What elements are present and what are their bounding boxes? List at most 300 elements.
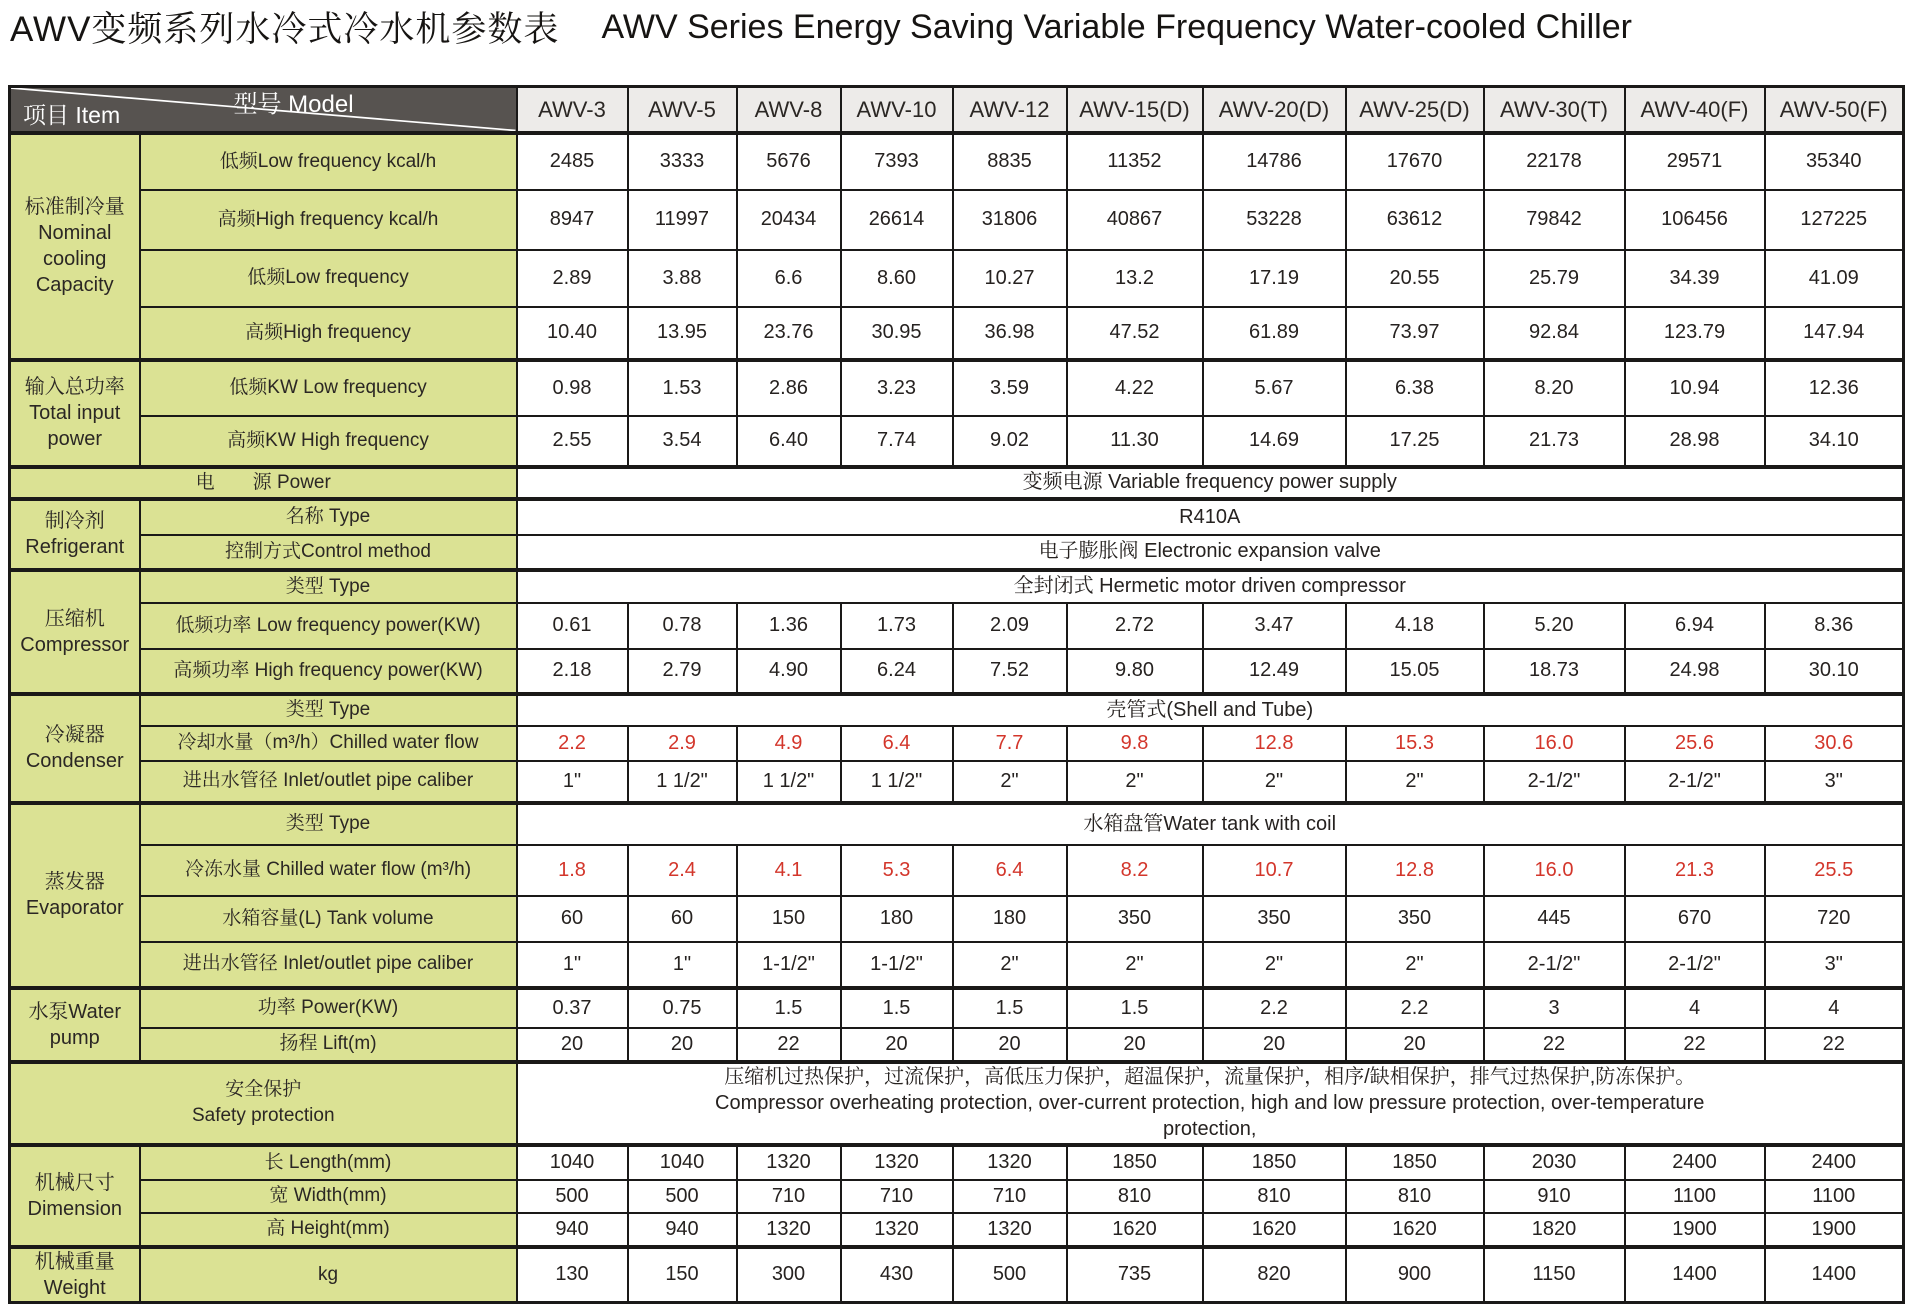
- spec-table: [8, 85, 1905, 1304]
- value-cell: 3": [1765, 942, 1904, 988]
- value-cell: 1 1/2": [737, 761, 841, 803]
- model-column-header: AWV-50(F): [1765, 87, 1904, 133]
- value-cell: 2.18: [517, 649, 628, 694]
- value-cell: 1": [517, 942, 628, 988]
- value-cell: 1320: [841, 1213, 953, 1247]
- value-cell: 25.5: [1765, 845, 1904, 896]
- value-cell: 3.54: [628, 416, 737, 467]
- value-cell: 6.4: [841, 726, 953, 761]
- text-line: 制冷剂: [44, 510, 105, 532]
- value-cell: 26614: [841, 190, 953, 250]
- group-label-cell: [10, 570, 140, 694]
- value-cell: 9.8: [1067, 726, 1203, 761]
- value-cell: 29571: [1625, 133, 1765, 190]
- value-cell: 18.73: [1484, 649, 1625, 694]
- title-chinese: AWV变频系列水冷式冷水机参数表: [10, 10, 560, 49]
- table-row: [10, 845, 1904, 896]
- merged-value-cell: [517, 1062, 1904, 1145]
- table-row: [10, 467, 1904, 499]
- model-column-header: AWV-12: [953, 87, 1067, 133]
- table-row: [10, 761, 1904, 803]
- value-cell: 1320: [841, 1145, 953, 1180]
- value-cell: 25.79: [1484, 250, 1625, 307]
- row-label-cell: 进出水管径 Inlet/outlet pipe caliber: [140, 942, 517, 988]
- value-cell: 11352: [1067, 133, 1203, 190]
- value-cell: 820: [1203, 1247, 1346, 1303]
- corner-header-cell: [10, 87, 517, 133]
- value-cell: 30.6: [1765, 726, 1904, 761]
- value-cell: 47.52: [1067, 307, 1203, 360]
- model-column-header: AWV-5: [628, 87, 737, 133]
- value-cell: 4.22: [1067, 360, 1203, 416]
- row-label-cell: 高频KW High frequency: [140, 416, 517, 467]
- value-cell: 30.10: [1765, 649, 1904, 694]
- value-cell: 2": [1346, 761, 1484, 803]
- value-cell: 2": [1203, 942, 1346, 988]
- table-row: [10, 499, 1904, 535]
- value-cell: 23.76: [737, 307, 841, 360]
- value-cell: 61.89: [1203, 307, 1346, 360]
- merged-value-cell: 电子膨胀阀 Electronic expansion valve: [517, 535, 1904, 570]
- row-label-cell: 控制方式Control method: [140, 535, 517, 570]
- text-line: 安全保护: [225, 1079, 302, 1101]
- value-cell: 13.95: [628, 307, 737, 360]
- value-cell: 500: [517, 1180, 628, 1213]
- row-label-cell: 功率 Power(KW): [140, 988, 517, 1028]
- value-cell: 2": [1067, 942, 1203, 988]
- value-cell: 20: [517, 1028, 628, 1062]
- value-cell: 12.49: [1203, 649, 1346, 694]
- text-line: Capacity: [35, 274, 114, 296]
- row-label-cell: 冷却水量（m³/h）Chilled water flow: [140, 726, 517, 761]
- value-cell: 445: [1484, 896, 1625, 942]
- value-cell: 910: [1484, 1180, 1625, 1213]
- text-line: 压缩机: [44, 607, 105, 630]
- table-row: [10, 1180, 1904, 1213]
- value-cell: 500: [953, 1247, 1067, 1303]
- row-label-cell: 宽 Width(mm): [140, 1180, 517, 1213]
- model-column-header: AWV-40(F): [1625, 87, 1765, 133]
- value-cell: 6.38: [1346, 360, 1484, 416]
- item-axis-label: 项目 Item: [23, 102, 121, 129]
- row-label-cell: 高频High frequency kcal/h: [140, 190, 517, 250]
- value-cell: 1320: [953, 1145, 1067, 1180]
- value-cell: 3": [1765, 761, 1904, 803]
- text-line: Evaporator: [25, 897, 124, 919]
- value-cell: 350: [1346, 896, 1484, 942]
- value-cell: 10.94: [1625, 360, 1765, 416]
- value-cell: 940: [517, 1213, 628, 1247]
- value-cell: 20: [1346, 1028, 1484, 1062]
- value-cell: 9.80: [1067, 649, 1203, 694]
- value-cell: 4: [1625, 988, 1765, 1028]
- value-cell: 2.2: [517, 726, 628, 761]
- value-cell: 2-1/2": [1625, 942, 1765, 988]
- text-line: Compressor: [20, 633, 130, 656]
- table-row: [10, 307, 1904, 360]
- value-cell: 6.40: [737, 416, 841, 467]
- value-cell: 79842: [1484, 190, 1625, 250]
- value-cell: 16.0: [1484, 845, 1625, 896]
- text-line: Condenser: [25, 750, 124, 772]
- value-cell: 8.20: [1484, 360, 1625, 416]
- model-column-header: AWV-10: [841, 87, 953, 133]
- table-row: [10, 603, 1904, 649]
- value-cell: 13.2: [1067, 250, 1203, 307]
- value-cell: 3.59: [953, 360, 1067, 416]
- group-label-cell: [10, 499, 140, 570]
- row-label-cell: 长 Length(mm): [140, 1145, 517, 1180]
- text-line: Dimension: [27, 1197, 122, 1220]
- merged-value-cell: R410A: [517, 499, 1904, 535]
- value-cell: 1.73: [841, 603, 953, 649]
- value-cell: 73.97: [1346, 307, 1484, 360]
- text-line: power: [47, 428, 102, 450]
- value-cell: 16.0: [1484, 726, 1625, 761]
- group-label-cell: [10, 1247, 140, 1303]
- value-cell: 0.37: [517, 988, 628, 1028]
- value-cell: 2": [953, 942, 1067, 988]
- value-cell: 7.52: [953, 649, 1067, 694]
- text-line: Refrigerant: [25, 536, 125, 558]
- value-cell: 710: [737, 1180, 841, 1213]
- value-cell: 8.60: [841, 250, 953, 307]
- value-cell: 350: [1203, 896, 1346, 942]
- group-label-cell: [10, 133, 140, 360]
- merged-value-cell: 水箱盘管Water tank with coil: [517, 803, 1904, 845]
- model-column-header: AWV-15(D): [1067, 87, 1203, 133]
- value-cell: 810: [1346, 1180, 1484, 1213]
- value-cell: 1": [628, 942, 737, 988]
- model-header-row: [10, 87, 1904, 133]
- value-cell: 20: [953, 1028, 1067, 1062]
- row-label-cell: 进出水管径 Inlet/outlet pipe caliber: [140, 761, 517, 803]
- value-cell: 20434: [737, 190, 841, 250]
- value-cell: 1.5: [1067, 988, 1203, 1028]
- value-cell: 2.55: [517, 416, 628, 467]
- value-cell: 20: [1203, 1028, 1346, 1062]
- model-column-header: AWV-3: [517, 87, 628, 133]
- value-cell: 3.47: [1203, 603, 1346, 649]
- value-cell: 63612: [1346, 190, 1484, 250]
- value-cell: 8835: [953, 133, 1067, 190]
- value-cell: 22: [1625, 1028, 1765, 1062]
- value-cell: 7393: [841, 133, 953, 190]
- model-column-header: AWV-8: [737, 87, 841, 133]
- text-line: Safety protection: [191, 1105, 335, 1126]
- value-cell: 17.25: [1346, 416, 1484, 467]
- text-line: 蒸发器: [44, 871, 105, 893]
- model-axis-label: 型号 Model: [233, 91, 354, 118]
- value-cell: 1.5: [737, 988, 841, 1028]
- merged-value-cell: 壳管式(Shell and Tube): [517, 694, 1904, 726]
- value-cell: 15.3: [1346, 726, 1484, 761]
- table-row: [10, 416, 1904, 467]
- value-cell: 1": [517, 761, 628, 803]
- value-cell: 180: [841, 896, 953, 942]
- value-cell: 180: [953, 896, 1067, 942]
- value-cell: 11.30: [1067, 416, 1203, 467]
- value-cell: 4.9: [737, 726, 841, 761]
- value-cell: 2.2: [1203, 988, 1346, 1028]
- value-cell: 2.89: [517, 250, 628, 307]
- table-row: [10, 360, 1904, 416]
- value-cell: 1620: [1203, 1213, 1346, 1247]
- row-label-cell: 名称 Type: [140, 499, 517, 535]
- value-cell: 3333: [628, 133, 737, 190]
- value-cell: 2.79: [628, 649, 737, 694]
- text-line: 压缩机过热保护，过流保护，高低压力保护，超温保护，流量保护，相序/缺相保护，排气过热保护,防冻保护。: [724, 1066, 1696, 1088]
- value-cell: 7.74: [841, 416, 953, 467]
- value-cell: 1040: [517, 1145, 628, 1180]
- value-cell: 1900: [1625, 1213, 1765, 1247]
- value-cell: 36.98: [953, 307, 1067, 360]
- table-row: [10, 896, 1904, 942]
- value-cell: 4.1: [737, 845, 841, 896]
- value-cell: 3: [1484, 988, 1625, 1028]
- table-row: [10, 1247, 1904, 1303]
- value-cell: 25.6: [1625, 726, 1765, 761]
- value-cell: 1-1/2": [737, 942, 841, 988]
- value-cell: 2.72: [1067, 603, 1203, 649]
- row-label-cell: 低频Low frequency kcal/h: [140, 133, 517, 190]
- value-cell: 1 1/2": [841, 761, 953, 803]
- value-cell: 810: [1203, 1180, 1346, 1213]
- value-cell: 2-1/2": [1625, 761, 1765, 803]
- value-cell: 2030: [1484, 1145, 1625, 1180]
- value-cell: 2.09: [953, 603, 1067, 649]
- row-label-cell: 电 源 Power: [10, 467, 517, 499]
- value-cell: 6.6: [737, 250, 841, 307]
- value-cell: 4: [1765, 988, 1904, 1028]
- value-cell: 1820: [1484, 1213, 1625, 1247]
- value-cell: 1.8: [517, 845, 628, 896]
- table-row: [10, 535, 1904, 570]
- text-line: Nominal: [38, 222, 112, 244]
- value-cell: 1100: [1765, 1180, 1904, 1213]
- table-row: [10, 726, 1904, 761]
- value-cell: 1040: [628, 1145, 737, 1180]
- value-cell: 30.95: [841, 307, 953, 360]
- value-cell: 300: [737, 1247, 841, 1303]
- value-cell: 34.10: [1765, 416, 1904, 467]
- row-label-cell: 低频Low frequency: [140, 250, 517, 307]
- value-cell: 710: [953, 1180, 1067, 1213]
- text-line: 冷凝器: [44, 724, 105, 746]
- value-cell: 20: [628, 1028, 737, 1062]
- row-label-cell: 冷冻水量 Chilled water flow (m³/h): [140, 845, 517, 896]
- table-row: [10, 1145, 1904, 1180]
- table-row: [10, 803, 1904, 845]
- value-cell: 20: [1067, 1028, 1203, 1062]
- value-cell: 1900: [1765, 1213, 1904, 1247]
- value-cell: 2.2: [1346, 988, 1484, 1028]
- value-cell: 2.4: [628, 845, 737, 896]
- group-label-cell: [10, 1145, 140, 1247]
- value-cell: 1320: [737, 1213, 841, 1247]
- value-cell: 12.36: [1765, 360, 1904, 416]
- value-cell: 2": [953, 761, 1067, 803]
- value-cell: 12.8: [1203, 726, 1346, 761]
- value-cell: 5.67: [1203, 360, 1346, 416]
- value-cell: 2485: [517, 133, 628, 190]
- value-cell: 34.39: [1625, 250, 1765, 307]
- value-cell: 5.3: [841, 845, 953, 896]
- text-line: cooling: [43, 248, 107, 270]
- value-cell: 1620: [1067, 1213, 1203, 1247]
- row-label-cell: 水箱容量(L) Tank volume: [140, 896, 517, 942]
- value-cell: 1400: [1625, 1247, 1765, 1303]
- table-row: [10, 1062, 1904, 1145]
- row-label-cell: 高 Height(mm): [140, 1213, 517, 1247]
- text-line: Compressor overheating protection, over-current protection, high and low pressure protection, over-temperature: [715, 1092, 1705, 1114]
- value-cell: 28.98: [1625, 416, 1765, 467]
- value-cell: 24.98: [1625, 649, 1765, 694]
- table-row: [10, 649, 1904, 694]
- table-row: [10, 942, 1904, 988]
- value-cell: 12.8: [1346, 845, 1484, 896]
- value-cell: 710: [841, 1180, 953, 1213]
- row-label-cell: 低频功率 Low frequency power(KW): [140, 603, 517, 649]
- row-label-cell: 高频High frequency: [140, 307, 517, 360]
- value-cell: 1320: [737, 1145, 841, 1180]
- value-cell: 17.19: [1203, 250, 1346, 307]
- table-row: [10, 1213, 1904, 1247]
- group-label-cell: [10, 694, 140, 803]
- value-cell: 2400: [1765, 1145, 1904, 1180]
- text-line: pump: [49, 1026, 100, 1049]
- value-cell: 4.90: [737, 649, 841, 694]
- value-cell: 53228: [1203, 190, 1346, 250]
- value-cell: 0.78: [628, 603, 737, 649]
- page-title: [10, 0, 1632, 54]
- value-cell: 1850: [1203, 1145, 1346, 1180]
- row-label-cell: 低频KW Low frequency: [140, 360, 517, 416]
- value-cell: 0.98: [517, 360, 628, 416]
- value-cell: 22: [737, 1028, 841, 1062]
- value-cell: 15.05: [1346, 649, 1484, 694]
- text-line: 机械重量Weight: [34, 1250, 115, 1299]
- value-cell: 1850: [1067, 1145, 1203, 1180]
- value-cell: 940: [628, 1213, 737, 1247]
- value-cell: 20: [841, 1028, 953, 1062]
- value-cell: 10.40: [517, 307, 628, 360]
- value-cell: 8.36: [1765, 603, 1904, 649]
- table-row: [10, 250, 1904, 307]
- value-cell: 2.9: [628, 726, 737, 761]
- value-cell: 9.02: [953, 416, 1067, 467]
- value-cell: 3.23: [841, 360, 953, 416]
- value-cell: 2": [1067, 761, 1203, 803]
- value-cell: 150: [628, 1247, 737, 1303]
- row-label-cell: kg: [140, 1247, 517, 1303]
- value-cell: 670: [1625, 896, 1765, 942]
- value-cell: 900: [1346, 1247, 1484, 1303]
- value-cell: 11997: [628, 190, 737, 250]
- row-label-cell: 扬程 Lift(m): [140, 1028, 517, 1062]
- value-cell: 127225: [1765, 190, 1904, 250]
- value-cell: 0.61: [517, 603, 628, 649]
- value-cell: 22: [1765, 1028, 1904, 1062]
- value-cell: 1320: [953, 1213, 1067, 1247]
- value-cell: 8947: [517, 190, 628, 250]
- table-row: [10, 570, 1904, 603]
- row-label-cell: [10, 1062, 517, 1145]
- value-cell: 1150: [1484, 1247, 1625, 1303]
- value-cell: 720: [1765, 896, 1904, 942]
- value-cell: 20.55: [1346, 250, 1484, 307]
- value-cell: 147.94: [1765, 307, 1904, 360]
- value-cell: 10.7: [1203, 845, 1346, 896]
- group-label-cell: [10, 360, 140, 467]
- value-cell: 2400: [1625, 1145, 1765, 1180]
- value-cell: 735: [1067, 1247, 1203, 1303]
- table-row: [10, 694, 1904, 726]
- value-cell: 60: [628, 896, 737, 942]
- value-cell: 1100: [1625, 1180, 1765, 1213]
- value-cell: 0.75: [628, 988, 737, 1028]
- text-line: 机械尺寸: [34, 1171, 115, 1194]
- value-cell: 21.3: [1625, 845, 1765, 896]
- value-cell: 2": [1203, 761, 1346, 803]
- value-cell: 1.5: [953, 988, 1067, 1028]
- value-cell: 1.5: [841, 988, 953, 1028]
- row-label-cell: 高频功率 High frequency power(KW): [140, 649, 517, 694]
- value-cell: 40867: [1067, 190, 1203, 250]
- value-cell: 31806: [953, 190, 1067, 250]
- value-cell: 810: [1067, 1180, 1203, 1213]
- value-cell: 350: [1067, 896, 1203, 942]
- text-line: 标准制冷量: [24, 196, 125, 218]
- model-column-header: AWV-30(T): [1484, 87, 1625, 133]
- value-cell: 1.53: [628, 360, 737, 416]
- row-label-cell: 类型 Type: [140, 570, 517, 603]
- table-row: [10, 133, 1904, 190]
- value-cell: 2-1/2": [1484, 761, 1625, 803]
- table-row: [10, 190, 1904, 250]
- title-english: AWV Series Energy Saving Variable Frequency Water-cooled Chiller: [601, 7, 1632, 46]
- value-cell: 106456: [1625, 190, 1765, 250]
- value-cell: 2.86: [737, 360, 841, 416]
- value-cell: 1.36: [737, 603, 841, 649]
- group-label-cell: [10, 803, 140, 988]
- text-line: 输入总功率: [24, 376, 125, 398]
- text-line: protection,: [1163, 1118, 1257, 1140]
- value-cell: 92.84: [1484, 307, 1625, 360]
- value-cell: 2": [1346, 942, 1484, 988]
- value-cell: 6.94: [1625, 603, 1765, 649]
- value-cell: 1-1/2": [841, 942, 953, 988]
- value-cell: 14786: [1203, 133, 1346, 190]
- value-cell: 60: [517, 896, 628, 942]
- table-row: [10, 988, 1904, 1028]
- value-cell: 500: [628, 1180, 737, 1213]
- value-cell: 21.73: [1484, 416, 1625, 467]
- value-cell: 3.88: [628, 250, 737, 307]
- value-cell: 130: [517, 1247, 628, 1303]
- value-cell: 1 1/2": [628, 761, 737, 803]
- row-label-cell: 类型 Type: [140, 694, 517, 726]
- value-cell: 2-1/2": [1484, 942, 1625, 988]
- merged-value-cell: 全封闭式 Hermetic motor driven compressor: [517, 570, 1904, 603]
- value-cell: 14.69: [1203, 416, 1346, 467]
- table-row: [10, 1028, 1904, 1062]
- value-cell: 430: [841, 1247, 953, 1303]
- value-cell: 35340: [1765, 133, 1904, 190]
- value-cell: 41.09: [1765, 250, 1904, 307]
- value-cell: 22: [1484, 1028, 1625, 1062]
- value-cell: 1400: [1765, 1247, 1904, 1303]
